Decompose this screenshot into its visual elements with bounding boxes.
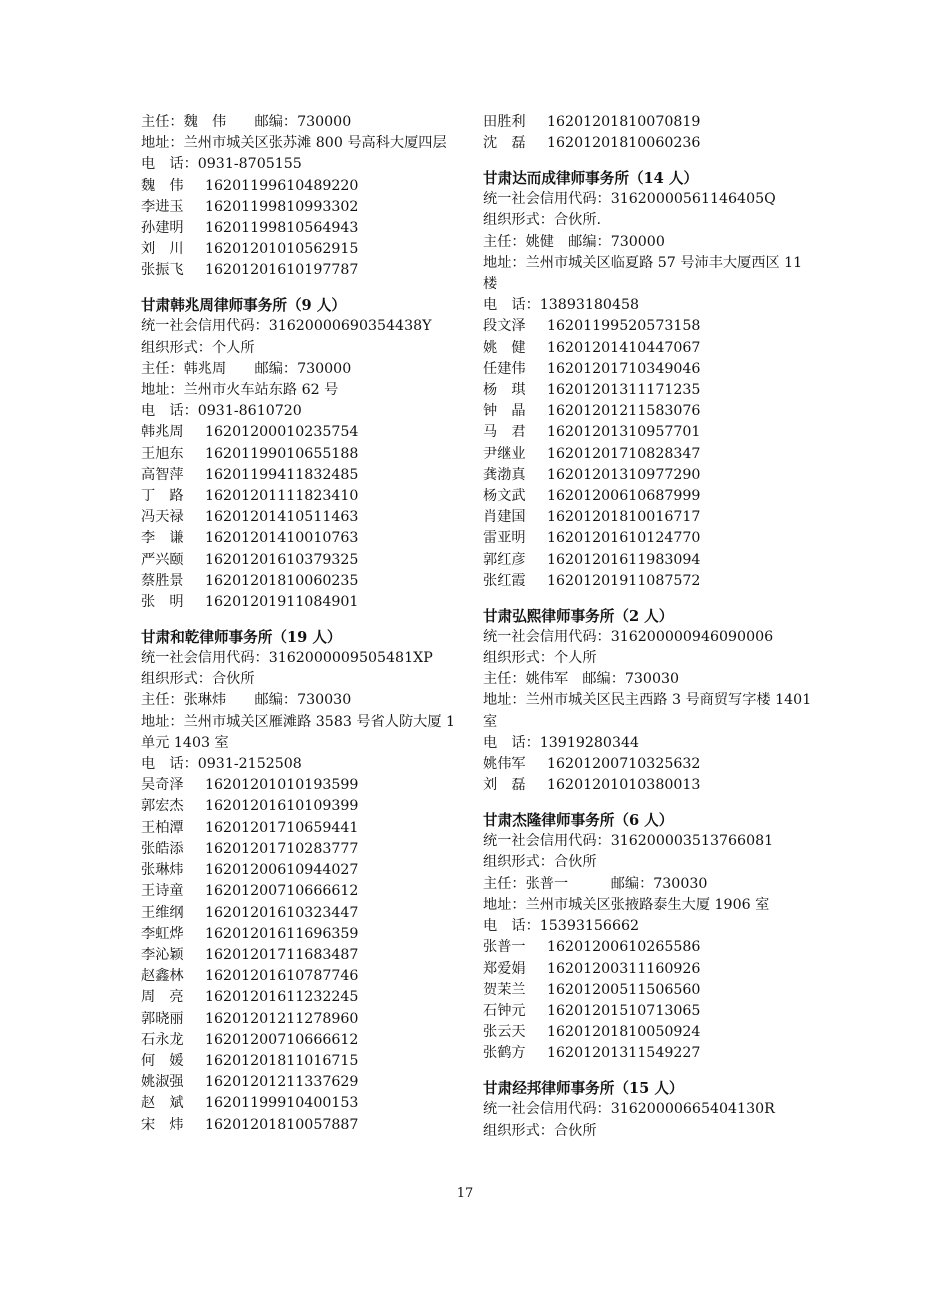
member-name: 钟 晶 xyxy=(483,403,526,420)
member-license-number: 16201201911084901 xyxy=(205,594,359,611)
member-license-number: 16201201610379325 xyxy=(205,551,359,568)
credit-code-line: 统一社会信用代码：316200000946090006 xyxy=(483,628,774,645)
firm-block-daerchen xyxy=(483,168,813,592)
member-name: 王旭东 xyxy=(141,445,184,462)
member-license-number: 16201201711683487 xyxy=(205,946,359,963)
member-license-number: 16201201610197787 xyxy=(205,262,359,279)
member-row xyxy=(483,775,813,796)
member-name: 马 君 xyxy=(483,424,526,441)
member-license-number: 16201201810060235 xyxy=(205,572,359,589)
member-license-number: 16201201710659441 xyxy=(205,819,359,836)
member-license-number: 16201201610109399 xyxy=(205,798,359,815)
member-name: 石钟元 xyxy=(483,1002,526,1019)
member-license-number: 16201199411832485 xyxy=(205,466,359,483)
firm-title: 甘肃达而成律师事务所（14 人） xyxy=(483,170,699,187)
member-row xyxy=(141,903,471,924)
firm-title: 甘肃弘熙律师事务所（2 人） xyxy=(483,607,674,625)
member-row xyxy=(141,486,471,507)
member-row xyxy=(141,775,471,796)
member-license-number: 16201201610323447 xyxy=(205,904,359,921)
member-license-number: 16201201810070819 xyxy=(547,114,701,130)
org-form-line: 组织形式：个人所 xyxy=(483,650,597,667)
member-license-number: 16201200710325632 xyxy=(547,756,701,773)
member-row xyxy=(141,987,471,1008)
member-row xyxy=(483,112,813,133)
member-license-number: 16201200610687999 xyxy=(547,488,701,505)
member-license-number: 16201201810016717 xyxy=(547,509,701,526)
member-name: 沈 磊 xyxy=(483,135,526,152)
member-row xyxy=(141,218,471,239)
member-name: 尹继业 xyxy=(483,445,526,462)
member-row xyxy=(483,444,813,465)
org-form-line: 组织形式：个人所 xyxy=(141,339,255,356)
member-row xyxy=(141,796,471,817)
member-list xyxy=(141,176,471,282)
member-license-number: 16201201611983094 xyxy=(547,551,701,568)
phone-line: 电 话：0931-8705155 xyxy=(141,156,302,173)
member-row xyxy=(141,1009,471,1030)
member-row xyxy=(483,507,813,528)
member-name: 田胜利 xyxy=(483,114,526,130)
member-license-number: 16201201311171235 xyxy=(547,382,701,399)
director-line: 主任：韩兆周 邮编：730000 xyxy=(141,360,352,377)
member-name: 任建伟 xyxy=(483,360,526,377)
firm-block-heqian xyxy=(141,627,471,1136)
member-name: 李沁颖 xyxy=(141,946,184,963)
member-license-number: 16201200710666612 xyxy=(205,883,359,900)
member-name: 赵 斌 xyxy=(141,1095,184,1112)
firm-title: 甘肃经邦律师事务所（15 人） xyxy=(483,1080,684,1098)
credit-code-line: 统一社会信用代码：31620000690354438Y xyxy=(141,318,432,335)
member-list xyxy=(483,316,813,592)
member-row xyxy=(483,959,813,980)
member-name: 龚渤真 xyxy=(483,466,526,483)
member-license-number: 16201201611696359 xyxy=(205,925,359,942)
member-row xyxy=(483,571,813,592)
member-license-number: 16201201611232245 xyxy=(205,989,359,1006)
address-line: 地址：兰州市城关区雁滩路 3583 号省人防大厦 1 单元 1403 室 xyxy=(141,713,456,751)
firm-block-hongxi xyxy=(483,606,813,797)
member-name: 何 媛 xyxy=(141,1052,184,1069)
member-license-number: 16201201810057887 xyxy=(205,1116,359,1133)
member-license-number: 16201201010380013 xyxy=(547,777,701,794)
director-line: 主任：魏 伟 邮编：730000 xyxy=(141,114,352,130)
firm-block-hanzhaozhou xyxy=(141,295,471,613)
member-name: 魏 伟 xyxy=(141,177,184,194)
member-license-number: 16201201310977290 xyxy=(547,466,701,483)
page-number: 17 xyxy=(456,1186,474,1201)
firm-title: 甘肃杰隆律师事务所（6 人） xyxy=(483,812,674,830)
member-license-number: 16201201010193599 xyxy=(205,777,359,794)
member-row xyxy=(483,465,813,486)
member-row xyxy=(483,338,813,359)
member-row xyxy=(141,176,471,197)
credit-code-line: 统一社会信用代码：316200000950548​1XP xyxy=(141,650,433,667)
member-license-number: 16201201710349046 xyxy=(547,360,701,377)
member-name: 高智萍 xyxy=(141,466,184,483)
member-name: 李虹烨 xyxy=(141,925,184,942)
member-name: 张琳炜 xyxy=(141,862,184,879)
firm-block-continued xyxy=(483,112,813,154)
member-license-number: 16201200610944027 xyxy=(205,862,359,879)
address-line: 地址：兰州市城关区张苏滩 800 号高科大厦四层 xyxy=(141,135,447,152)
member-row xyxy=(483,1022,813,1043)
member-name: 郭晓丽 xyxy=(141,1010,184,1027)
member-row xyxy=(141,839,471,860)
member-row xyxy=(483,316,813,337)
member-row xyxy=(141,260,471,281)
member-row xyxy=(141,422,471,443)
address-line: 地址：兰州市火车站东路 62 号 xyxy=(141,382,339,399)
member-name: 王诗童 xyxy=(141,883,184,900)
member-license-number: 16201201410010763 xyxy=(205,530,359,547)
member-license-number: 16201199610489220 xyxy=(205,177,359,194)
member-license-number: 16201201610787746 xyxy=(205,968,359,985)
member-name: 赵鑫林 xyxy=(141,968,184,985)
member-list xyxy=(141,775,471,1135)
member-row xyxy=(141,507,471,528)
member-name: 杨文武 xyxy=(483,488,526,505)
member-license-number: 16201201311549227 xyxy=(547,1045,701,1062)
member-row xyxy=(483,528,813,549)
member-license-number: 16201201211583076 xyxy=(547,403,701,420)
member-row xyxy=(483,980,813,1001)
member-row xyxy=(141,1093,471,1114)
member-list xyxy=(483,937,813,1064)
member-license-number: 16201201111823410 xyxy=(205,488,359,505)
member-row xyxy=(141,881,471,902)
director-line: 主任：张普一 邮编：730030 xyxy=(483,875,708,892)
member-name: 杨 琪 xyxy=(483,382,526,399)
member-row xyxy=(141,239,471,260)
member-row xyxy=(483,422,813,443)
member-name: 王维纲 xyxy=(141,904,184,921)
member-license-number: 16201200610265586 xyxy=(547,939,701,956)
member-row xyxy=(141,197,471,218)
member-list xyxy=(483,112,813,154)
member-license-number: 16201201211337629 xyxy=(205,1074,359,1091)
address-line: 地址：兰州市城关区民主西路 3 号商贸写字楼 1401 室 xyxy=(483,692,812,730)
member-list xyxy=(483,754,813,796)
member-name: 吴奇泽 xyxy=(141,777,184,794)
member-license-number: 16201201811016715 xyxy=(205,1052,359,1069)
member-license-number: 16201199810993302 xyxy=(205,198,359,215)
member-row xyxy=(483,359,813,380)
credit-code-line: 统一社会信用代码：31620000561146405Q xyxy=(483,191,776,208)
member-name: 张普一 xyxy=(483,939,526,956)
member-license-number: 16201201410511463 xyxy=(205,509,359,526)
member-name: 雷亚明 xyxy=(483,530,526,547)
director-line: 主任：姚伟军 邮编：730030 xyxy=(483,671,680,688)
member-name: 张云天 xyxy=(483,1024,526,1041)
member-license-number: 16201201010562915 xyxy=(205,241,359,258)
member-name: 张红霞 xyxy=(483,572,526,589)
member-row xyxy=(141,818,471,839)
phone-line: 电 话：15393156662 xyxy=(483,918,640,935)
phone-line: 电 话：0931-2152508 xyxy=(141,756,302,773)
firm-block-jingbang xyxy=(483,1078,813,1142)
member-name: 姚淑强 xyxy=(141,1074,184,1091)
right-column xyxy=(483,112,813,1142)
member-name: 姚伟军 xyxy=(483,756,526,773)
member-license-number: 16201201510713065 xyxy=(547,1002,701,1019)
org-form-line: 组织形式：合伙所 xyxy=(483,1122,597,1139)
member-row xyxy=(483,401,813,422)
member-license-number: 16201201810050924 xyxy=(547,1024,701,1041)
member-row xyxy=(141,860,471,881)
member-license-number: 16201199810564943 xyxy=(205,220,359,237)
member-row xyxy=(141,592,471,613)
member-name: 张皓添 xyxy=(141,840,184,857)
member-name: 周 亮 xyxy=(141,989,184,1006)
member-name: 冯天禄 xyxy=(141,509,184,526)
member-row xyxy=(141,1115,471,1136)
credit-code-line: 统一社会信用代码：316200003513766081 xyxy=(483,833,774,850)
member-name: 张振飞 xyxy=(141,262,184,279)
director-line: 主任：姚健 邮编：730000 xyxy=(483,233,665,250)
member-name: 严兴颐 xyxy=(141,551,184,568)
member-name: 李 谦 xyxy=(141,530,184,547)
member-row xyxy=(483,133,813,154)
address-line: 地址：兰州市城关区临夏路 57 号沛丰大厦西区 11 楼 xyxy=(483,254,803,293)
org-form-line: 组织形式：合伙所 xyxy=(141,671,255,688)
member-row xyxy=(141,966,471,987)
member-license-number: 16201200511506560 xyxy=(547,981,701,998)
member-row xyxy=(483,937,813,958)
firm-title: 甘肃和乾律师事务所（19 人） xyxy=(141,628,342,646)
member-name: 孙建明 xyxy=(141,220,184,237)
member-list xyxy=(141,422,471,613)
member-row xyxy=(141,1051,471,1072)
member-row xyxy=(483,754,813,775)
member-license-number: 16201199910400153 xyxy=(205,1095,359,1112)
member-license-number: 16201199010655188 xyxy=(205,445,359,462)
member-license-number: 16201200710666612 xyxy=(205,1031,359,1048)
member-license-number: 16201201710828347 xyxy=(547,445,701,462)
member-row xyxy=(483,380,813,401)
member-name: 蔡胜景 xyxy=(141,572,184,589)
member-row xyxy=(141,550,471,571)
member-license-number: 16201201211278960 xyxy=(205,1010,359,1027)
member-row xyxy=(483,486,813,507)
member-license-number: 16201201610124770 xyxy=(547,530,701,547)
member-license-number: 16201201310957701 xyxy=(547,424,701,441)
member-row xyxy=(141,465,471,486)
member-name: 丁 路 xyxy=(141,488,184,505)
credit-code-line: 统一社会信用代码：31620000665404130R xyxy=(483,1101,775,1118)
member-name: 肖建国 xyxy=(483,509,526,526)
member-name: 姚 健 xyxy=(483,339,526,356)
member-row xyxy=(141,444,471,465)
phone-line: 电 话：0931-8610720 xyxy=(141,403,302,420)
org-form-line: 组织形式：合伙所 xyxy=(483,854,597,871)
firm-block-jielong xyxy=(483,810,813,1064)
member-row xyxy=(141,1030,471,1051)
member-row xyxy=(141,528,471,549)
member-name: 段文泽 xyxy=(483,318,526,335)
firm-block-continued xyxy=(141,112,471,282)
member-license-number: 16201201710283777 xyxy=(205,840,359,857)
member-row xyxy=(141,945,471,966)
member-name: 宋 炜 xyxy=(141,1116,184,1133)
member-license-number: 16201201911087572 xyxy=(547,572,701,589)
phone-line: 电 话：13893180458 xyxy=(483,297,640,314)
member-license-number: 16201200311160926 xyxy=(547,960,701,977)
member-row xyxy=(141,1072,471,1093)
member-name: 张 明 xyxy=(141,594,184,611)
member-name: 王柏潭 xyxy=(141,819,184,836)
member-name: 郭宏杰 xyxy=(141,798,184,815)
member-license-number: 16201200010235754 xyxy=(205,424,359,441)
address-line: 地址：兰州市城关区张掖路泰生大厦 1906 室 xyxy=(483,896,770,913)
firm-title: 甘肃韩兆周律师事务所（9 人） xyxy=(141,297,346,315)
member-name: 张鹤方 xyxy=(483,1045,526,1062)
member-row xyxy=(141,571,471,592)
member-license-number: 16201199520573158 xyxy=(547,318,701,335)
member-name: 李进玉 xyxy=(141,198,184,215)
member-name: 郭红彦 xyxy=(483,551,526,568)
member-name: 韩兆周 xyxy=(141,424,184,441)
org-form-line: 组织形式：合伙所. xyxy=(483,212,602,229)
director-line: 主任：张琳炜 邮编：730030 xyxy=(141,692,352,709)
member-license-number: 16201201810060236 xyxy=(547,135,701,152)
member-row xyxy=(483,1043,813,1064)
member-license-number: 16201201410447067 xyxy=(547,339,701,356)
member-row xyxy=(483,550,813,571)
member-name: 刘 磊 xyxy=(483,777,526,794)
left-column xyxy=(141,112,471,1136)
phone-line: 电 话：13919280344 xyxy=(483,734,640,751)
member-row xyxy=(141,924,471,945)
member-name: 郑爱娟 xyxy=(483,960,526,977)
member-name: 刘 川 xyxy=(141,241,184,258)
member-row xyxy=(483,1001,813,1022)
member-name: 贺茉兰 xyxy=(483,981,526,998)
member-name: 石永龙 xyxy=(141,1031,184,1048)
